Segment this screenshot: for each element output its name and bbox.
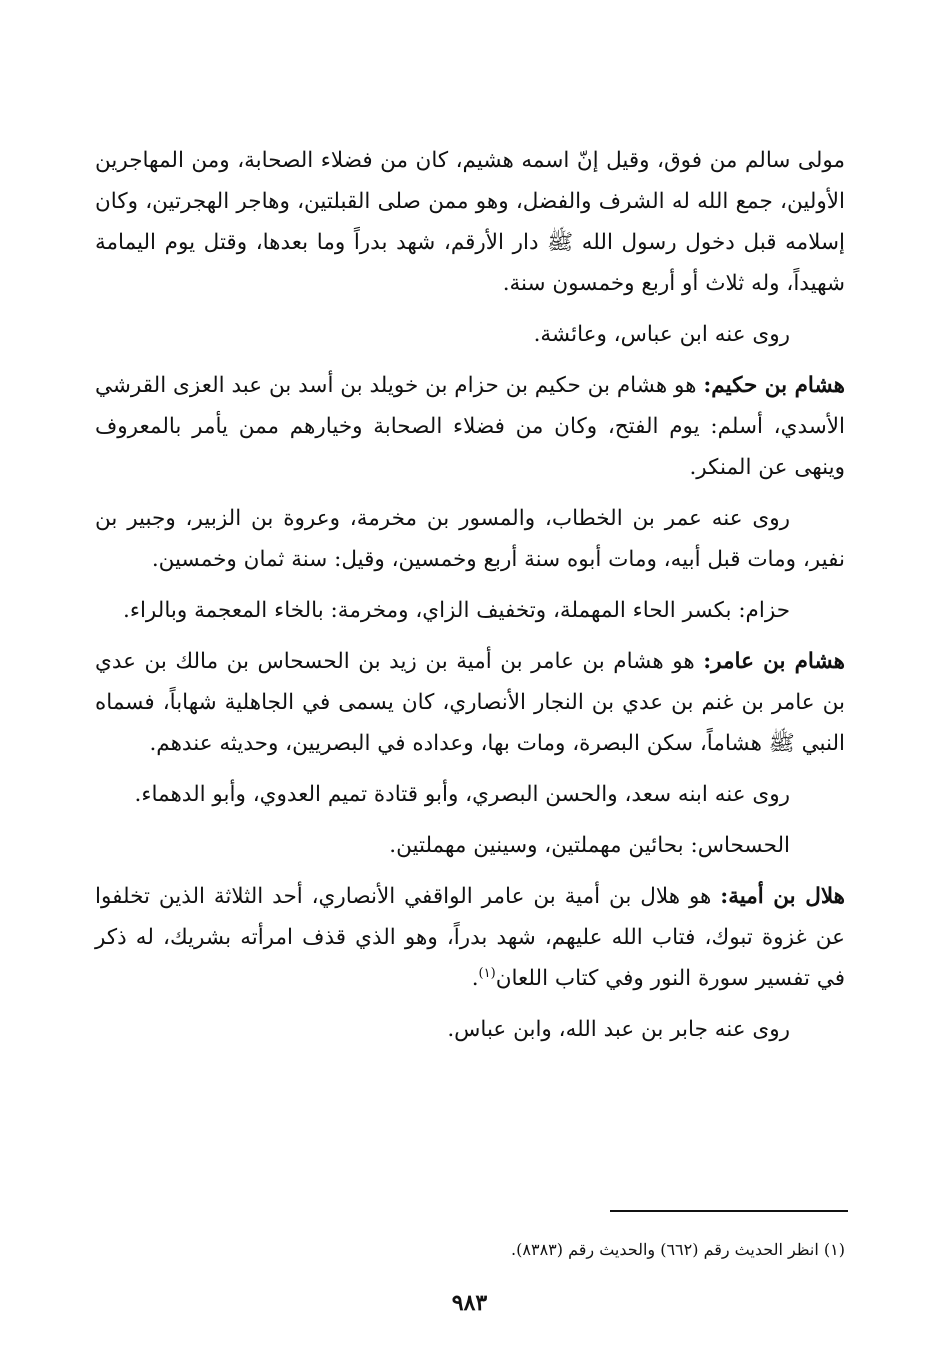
paragraph-8 [95,825,845,866]
entry-heading: هشام بن عامر: [703,649,845,674]
paragraph-text: هو هشام بن عامر بن أمية بن زيد بن الحسحاس بن مالك بن عدي بن عامر بن غنم بن عدي بن النجار الأنصاري، كان يسمى في الجاهلية شهاباً، فسماه النبي ﷺ هشاماً، سكن البصرة، ومات بها، وعداده في البصريين، وحديثه عندهم. [95,649,845,756]
paragraph-1 [95,140,845,304]
paragraph-2 [95,314,845,355]
paragraph-4 [95,498,845,580]
paragraph-7 [95,774,845,815]
paragraph-5 [95,590,845,631]
entry-heading: هلال بن أمية: [720,884,845,909]
entry-heading: هشام بن حكيم: [703,373,845,398]
page-number: ٩٨٣ [451,1290,488,1316]
footnote: (١) انظر الحديث رقم (٦٦٢) والحديث رقم (٨٣٨٣). [511,1240,845,1259]
paragraph-text: روى عنه ابن عباس، وعائشة. [533,322,790,347]
footnote-divider [610,1210,848,1212]
paragraph-tail: . [471,966,479,991]
entry-hisham-ibn-hakim [95,365,845,488]
main-text [95,140,845,1060]
paragraph-text: روى عنه جابر بن عبد الله، وابن عباس. [447,1017,790,1042]
entry-hisham-ibn-amir [95,641,845,764]
paragraph-text: الحسحاس: بحائين مهملتين، وسينين مهملتين. [389,833,790,858]
paragraph-text: حزام: بكسر الحاء المهملة، وتخفيف الزاي، ومخرمة: بالخاء المعجمة وبالراء. [123,598,790,623]
paragraph-text: روى عنه عمر بن الخطاب، والمسور بن مخرمة، وعروة بن الزبير، وجبير بن نفير، ومات قبل أبيه، ومات أبوه سنة أربع وخمسين، وقيل: سنة ثمان وخمسين. [95,506,845,572]
paragraph-10 [95,1009,845,1050]
paragraph-text: هو هلال بن أمية بن عامر الواقفي الأنصاري، أحد الثلاثة الذين تخلفوا عن غزوة تبوك، فتاب الله عليهم، شهد بدراً، وهو الذي قذف امرأته بشريك، له ذكر في تفسير سورة النور وفي كتاب اللعان [95,884,845,991]
paragraph-text: مولى سالم من فوق، وقيل إنّ اسمه هشيم، كان من فضلاء الصحابة، ومن المهاجرين الأولين، جمع الله له الشرف والفضل، وهو ممن صلى القبلتين، وهاجر الهجرتين، وكان إسلامه قبل دخول رسول الله ﷺ دار الأرقم، شهد بدراً وما بعدها، وقتل يوم اليمامة شهيداً، وله ثلاث أو أربع وخمسون سنة. [95,148,845,296]
paragraph-text: روى عنه ابنه سعد، والحسن البصري، وأبو قتادة تميم العدوي، وأبو الدهماء. [134,782,790,807]
footnote-marker: (١) [478,965,496,981]
paragraph-text: هو هشام بن حكيم بن حزام بن خويلد بن أسد بن عبد العزى القرشي الأسدي، أسلم: يوم الفتح، وكان من فضلاء الصحابة وخيارهم ممن يأمر بالمعروف وينهى عن المنكر. [95,373,845,480]
entry-hilal-ibn-umayya [95,876,845,999]
